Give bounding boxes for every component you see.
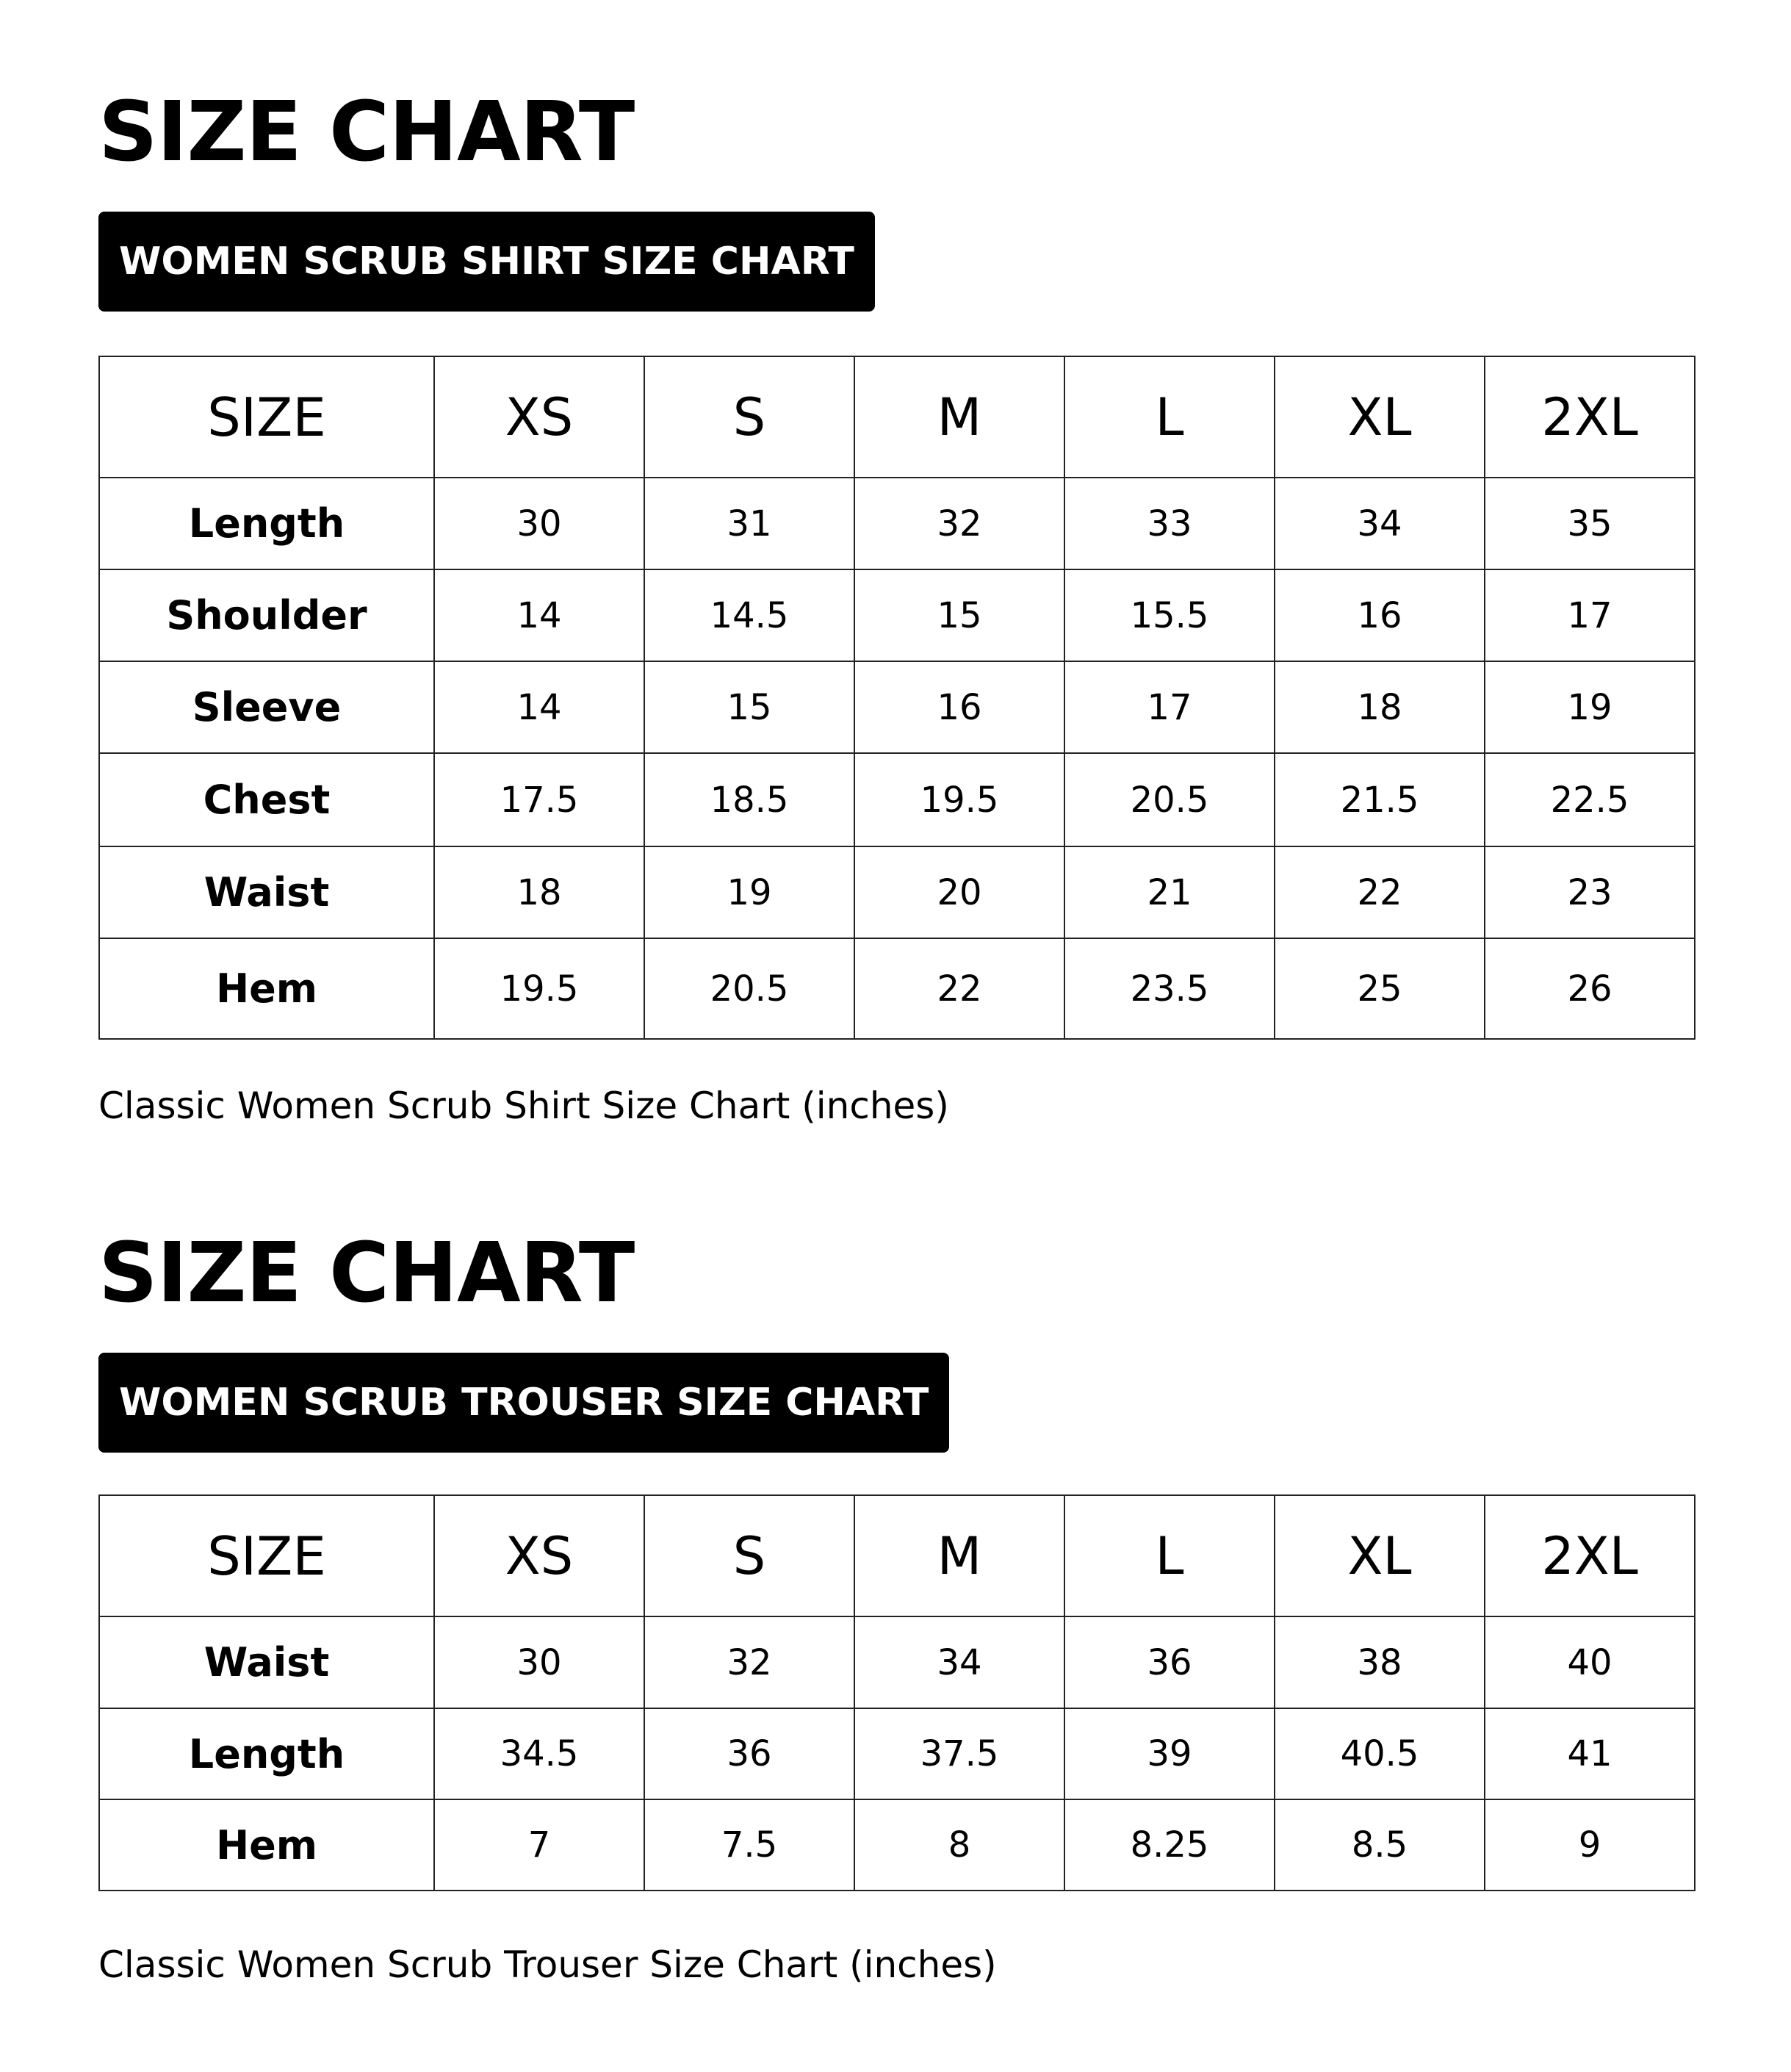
table-cell: 19.5 [854,753,1064,846]
page-title: SIZE CHART [98,84,635,180]
table-cell: 30 [434,1616,644,1708]
table-cell: 17 [1064,661,1275,753]
row-label: Sleeve [99,661,434,753]
table-cell: 30 [434,478,644,569]
table-cell: 22.5 [1485,753,1695,846]
header-cell: M [854,1495,1064,1616]
table-row [99,569,1695,661]
table-cell: 22 [1275,846,1485,938]
header-cell: 2XL [1485,1495,1695,1616]
table-row [99,846,1695,938]
table-row [99,1616,1695,1708]
row-label: Chest [99,753,434,846]
table-cell: 15.5 [1064,569,1275,661]
table-cell: 40 [1485,1616,1695,1708]
header-cell: XL [1275,1495,1485,1616]
header-cell: SIZE [99,1495,434,1616]
table-cell: 32 [644,1616,854,1708]
table-row [99,1708,1695,1799]
table-cell: 36 [644,1708,854,1799]
table-cell: 18 [1275,661,1485,753]
table-cell: 34 [1275,478,1485,569]
table-header-row [99,356,1695,478]
table-cell: 20.5 [644,938,854,1039]
header-cell: L [1064,356,1275,478]
trouser-chart-badge: WOMEN SCRUB TROUSER SIZE CHART [98,1353,949,1453]
table-cell: 25 [1275,938,1485,1039]
table-cell: 14 [434,569,644,661]
table-cell: 9 [1485,1799,1695,1891]
table-cell: 8 [854,1799,1064,1891]
table-cell: 34 [854,1616,1064,1708]
table-cell: 20 [854,846,1064,938]
row-label: Hem [99,1799,434,1891]
row-label: Length [99,1708,434,1799]
table-cell: 7.5 [644,1799,854,1891]
header-cell: 2XL [1485,356,1695,478]
table-cell: 33 [1064,478,1275,569]
table-cell: 31 [644,478,854,569]
table-cell: 8.25 [1064,1799,1275,1891]
table-cell: 37.5 [854,1708,1064,1799]
row-label: Waist [99,1616,434,1708]
table-cell: 34.5 [434,1708,644,1799]
table-cell: 16 [1275,569,1485,661]
shirt-size-table [98,356,1695,1040]
table-cell: 38 [1275,1616,1485,1708]
table-cell: 18 [434,846,644,938]
table-cell: 15 [854,569,1064,661]
trouser-size-table [98,1494,1695,1891]
table-cell: 23 [1485,846,1695,938]
table-cell: 23.5 [1064,938,1275,1039]
table-cell: 21.5 [1275,753,1485,846]
table-cell: 39 [1064,1708,1275,1799]
table-row [99,661,1695,753]
header-cell: L [1064,1495,1275,1616]
table-cell: 17.5 [434,753,644,846]
table-cell: 21 [1064,846,1275,938]
table-cell: 15 [644,661,854,753]
table-cell: 18.5 [644,753,854,846]
header-cell: S [644,356,854,478]
header-cell: XS [434,356,644,478]
shirt-chart-caption: Classic Women Scrub Shirt Size Chart (inches) [98,1084,949,1127]
table-header-row [99,1495,1695,1616]
header-cell: M [854,356,1064,478]
table-cell: 8.5 [1275,1799,1485,1891]
row-label: Hem [99,938,434,1039]
table-cell: 19 [644,846,854,938]
header-cell: XL [1275,356,1485,478]
table-cell: 14 [434,661,644,753]
table-row [99,1799,1695,1891]
row-label: Length [99,478,434,569]
header-cell: S [644,1495,854,1616]
table-row [99,938,1695,1039]
header-cell: SIZE [99,356,434,478]
row-label: Waist [99,846,434,938]
table-cell: 36 [1064,1616,1275,1708]
table-cell: 19.5 [434,938,644,1039]
table-cell: 17 [1485,569,1695,661]
table-cell: 14.5 [644,569,854,661]
table-cell: 32 [854,478,1064,569]
table-cell: 20.5 [1064,753,1275,846]
table-cell: 16 [854,661,1064,753]
table-cell: 7 [434,1799,644,1891]
table-row [99,753,1695,846]
table-cell: 19 [1485,661,1695,753]
trouser-chart-caption: Classic Women Scrub Trouser Size Chart (inches) [98,1943,997,1986]
table-cell: 40.5 [1275,1708,1485,1799]
table-cell: 41 [1485,1708,1695,1799]
table-cell: 35 [1485,478,1695,569]
row-label: Shoulder [99,569,434,661]
page-title: SIZE CHART [98,1226,635,1321]
header-cell: XS [434,1495,644,1616]
shirt-chart-badge: WOMEN SCRUB SHIRT SIZE CHART [98,212,875,312]
table-row [99,478,1695,569]
table-cell: 22 [854,938,1064,1039]
table-cell: 26 [1485,938,1695,1039]
